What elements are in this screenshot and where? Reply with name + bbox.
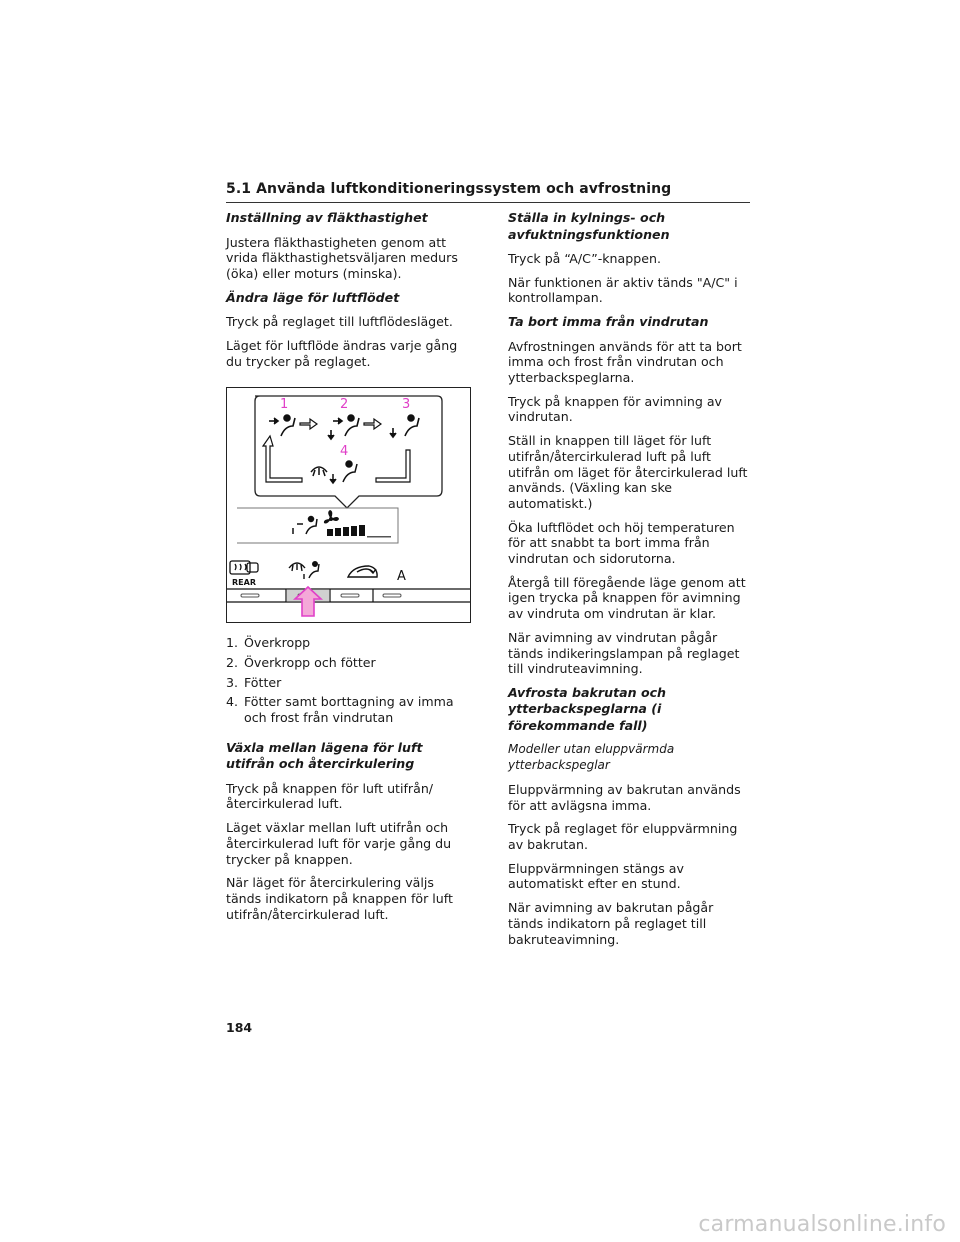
paragraph: Justera fläkthastigheten genom att vrida fläkthastighetsväljaren medurs (öka) eller moturs (minska). [226,234,458,281]
paragraph: Tryck på reglaget för eluppvärmning av bakrutan. [508,821,738,852]
paragraph: Återgå till föregående läge genom att igen trycka på knappen för avimning av vindruta om vindrutan är klar. [508,574,746,622]
paragraph: När funktionen är aktiv tänds "A/C" i kontrollampan. [508,274,738,306]
right-column [508,210,752,955]
paragraph: Läget växlar mellan luft utifrån och återcirkulerad luft för varje gång du trycker på knappen. [226,820,452,867]
list-item: 3. Fötter [226,674,282,690]
button-strip [227,589,470,602]
section-header [226,178,750,203]
paragraph: Tryck på knappen för avimning av vindrutan. [508,393,723,425]
subheading-models: Modeller utan eluppvärmda ytterbackspeglar [508,742,675,773]
paragraph: När avimning av vindrutan pågår tänds indikeringslampan på reglaget till vindruteavimning. [508,629,740,677]
paragraph: Eluppvärmningen stängs av automatiskt efter en stund. [508,860,684,892]
paragraph: Eluppvärmning av bakrutan används för att avlägsna imma. [508,781,741,813]
recirculation-icon [348,566,377,577]
paragraph: När avimning av bakrutan pågår tänds indikatorn på reglaget till bakruteavimning. [508,900,714,947]
fan-icon [324,510,339,524]
paragraph: Öka luftflödet och höj temperaturen för att snabbt ta bort imma från vindrutan och sidorutorna. [508,519,735,567]
paragraph: Tryck på “A/C”-knappen. [508,251,661,266]
mode-number-1: 1 [280,397,289,413]
rear-label: REAR [232,578,256,588]
fan-speed-bars [327,525,391,538]
airflow-mode-list [226,635,470,726]
page-number: 184 [226,1020,253,1035]
heading-recirculation: Växla mellan lägena för luft utifrån och återcirkulering [226,739,423,772]
heading-cooling: Ställa in kylnings- och avfuktningsfunktionen [508,210,670,242]
rear-defrost-icon [230,561,258,574]
front-defrost-mode-icon [289,562,319,579]
heading-rear-defrost: Avfrosta bakrutan och ytterbackspeglarna (i förekommande fall) [508,684,667,733]
mode-number-2: 2 [340,397,349,413]
list-item: 2. Överkropp och fötter [226,654,376,670]
paragraph: Läget för luftflöde ändras varje gång du trycker på reglaget. [226,337,458,369]
heading-defog-windshield: Ta bort imma från vindrutan [508,314,709,330]
mode-number-3: 3 [402,397,411,413]
paragraph: Ställ in knappen till läget för luft utifrån/återcirkulerad luft på luft utifrån om läget för återcirkulerad luft används. (Växling kan ske automatiskt.) [508,433,748,511]
climate-panel-illustration [227,388,470,622]
left-column [226,210,470,930]
heading-fan-speed: Inställning av fläkthastighet [226,210,428,225]
paragraph: När läget för återcirkulering väljs tänds indikatorn på knappen för luft utifrån/återcirkulerad luft. [226,875,453,922]
display-mode-icon [293,517,317,535]
list-item: 4. Fötter samt borttagning av imma och frost från vindrutan [226,694,454,726]
mode-number-4: 4 [340,444,349,460]
climate-display [237,508,398,543]
airflow-mode-figure [226,387,471,623]
paragraph: Avfrostningen används för att ta bort imma och frost från vindrutan och ytterbackspeglarna. [508,338,742,386]
paragraph: Tryck på reglaget till luftflödesläget. [226,314,453,330]
paragraph: Tryck på knappen för luft utifrån/återcirkulerad luft. [226,780,434,812]
ac-label: A [397,569,406,585]
list-item: 1. Överkropp [226,635,311,651]
heading-airflow-mode: Ändra läge för luftflödet [226,289,400,305]
watermark: carmanualsonline.info [698,1212,946,1237]
section-title: 5.1 Använda luftkonditioneringssystem och avfrostning [226,181,672,197]
